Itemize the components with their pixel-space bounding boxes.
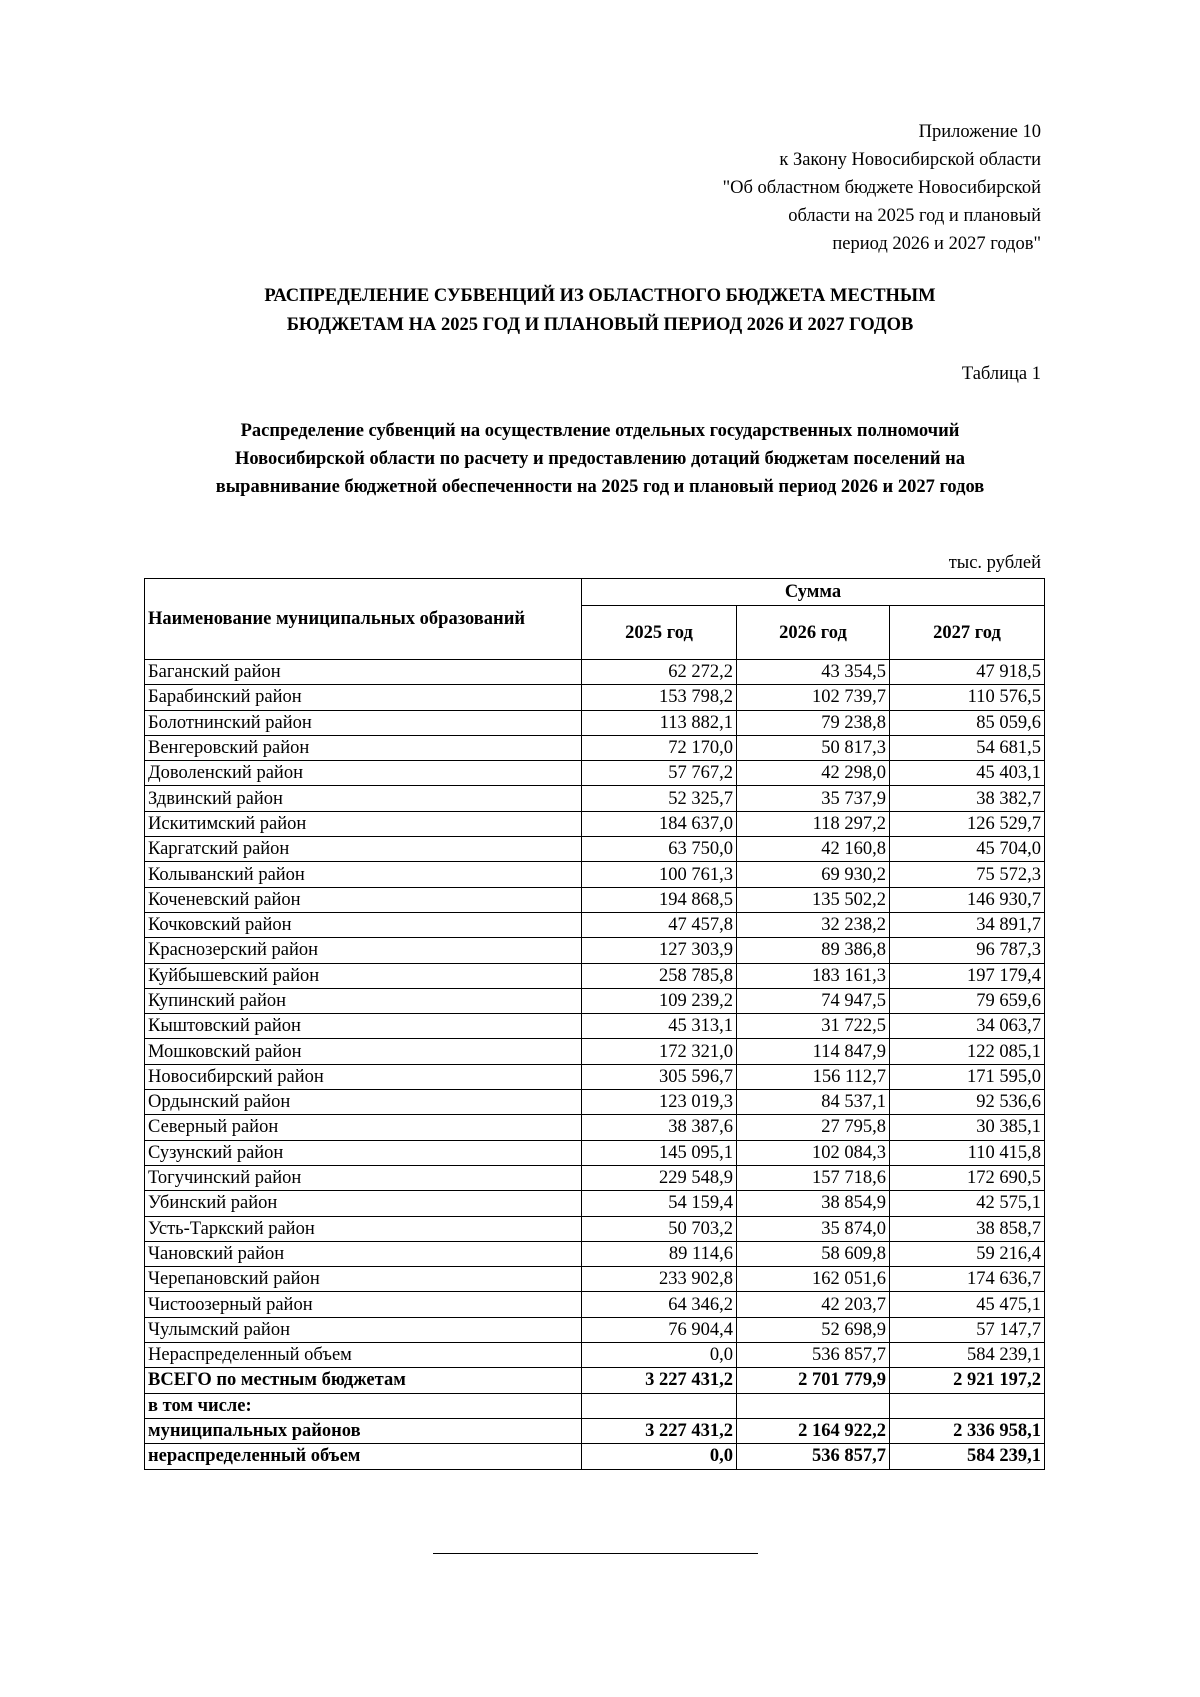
cell-amount-2025: 0,0 — [582, 1343, 737, 1368]
cell-name: Коченевский район — [145, 887, 582, 912]
cell-amount-2026: 27 795,8 — [737, 1115, 890, 1140]
cell-name: Болотнинский район — [145, 710, 582, 735]
cell-amount-2027: 38 382,7 — [890, 786, 1045, 811]
cell-name: Колыванский район — [145, 862, 582, 887]
table-row — [145, 761, 1045, 786]
cell-name: Мошковский район — [145, 1039, 582, 1064]
table-row — [145, 1216, 1045, 1241]
cell-name: Ордынский район — [145, 1090, 582, 1115]
cell-name: в том числе: — [145, 1393, 582, 1418]
cell-amount-2025: 0,0 — [582, 1444, 737, 1469]
table-row — [145, 1115, 1045, 1140]
table-row — [145, 710, 1045, 735]
cell-amount-2027: 146 930,7 — [890, 887, 1045, 912]
cell-amount-2026: 32 238,2 — [737, 912, 890, 937]
subtitle-line: выравнивание бюджетной обеспеченности на 2025 год и плановый период 2026 и 2027 годов — [215, 477, 985, 497]
cell-amount-2026: 114 847,9 — [737, 1039, 890, 1064]
table-row — [145, 1191, 1045, 1216]
cell-name: Кыштовский район — [145, 1014, 582, 1039]
cell-amount-2026: 183 161,3 — [737, 963, 890, 988]
table-subtitle — [0, 417, 1200, 501]
cell-amount-2025: 229 548,9 — [582, 1165, 737, 1190]
footer-divider — [433, 1553, 758, 1554]
table-row — [145, 988, 1045, 1013]
cell-amount-2027: 110 415,8 — [890, 1140, 1045, 1165]
table-row — [145, 811, 1045, 836]
cell-amount-2025: 258 785,8 — [582, 963, 737, 988]
cell-amount-2026: 162 051,6 — [737, 1267, 890, 1292]
cell-name: Венгеровский район — [145, 735, 582, 760]
cell-amount-2026: 157 718,6 — [737, 1165, 890, 1190]
table-row — [145, 1165, 1045, 1190]
cell-amount-2025: 3 227 431,2 — [582, 1368, 737, 1393]
cell-amount-2025: 109 239,2 — [582, 988, 737, 1013]
cell-amount-2027: 171 595,0 — [890, 1064, 1045, 1089]
cell-amount-2026: 43 354,5 — [737, 660, 890, 685]
table-row — [145, 660, 1045, 685]
appendix-reference — [723, 118, 1041, 258]
cell-amount-2026: 31 722,5 — [737, 1014, 890, 1039]
cell-amount-2026: 38 854,9 — [737, 1191, 890, 1216]
cell-name: ВСЕГО по местным бюджетам — [145, 1368, 582, 1393]
subtitle-line: Распределение субвенций на осуществление отдельных государственных полномочий — [240, 421, 960, 441]
cell-amount-2025: 54 159,4 — [582, 1191, 737, 1216]
cell-amount-2025: 113 882,1 — [582, 710, 737, 735]
cell-amount-2027: 38 858,7 — [890, 1216, 1045, 1241]
table-row — [145, 837, 1045, 862]
cell-amount-2027: 34 063,7 — [890, 1014, 1045, 1039]
cell-amount-2026: 42 203,7 — [737, 1292, 890, 1317]
cell-amount-2025: 62 272,2 — [582, 660, 737, 685]
cell-amount-2027: 172 690,5 — [890, 1165, 1045, 1190]
cell-amount-2025: 89 114,6 — [582, 1241, 737, 1266]
table-row — [145, 786, 1045, 811]
table-row — [145, 1039, 1045, 1064]
cell-name: Чистоозерный район — [145, 1292, 582, 1317]
cell-amount-2025: 52 325,7 — [582, 786, 737, 811]
cell-amount-2026: 50 817,3 — [737, 735, 890, 760]
cell-name: Северный район — [145, 1115, 582, 1140]
table-row — [145, 1292, 1045, 1317]
cell-amount-2026: 536 857,7 — [737, 1343, 890, 1368]
cell-name: Черепановский район — [145, 1267, 582, 1292]
cell-amount-2027: 47 918,5 — [890, 660, 1045, 685]
table-row — [145, 912, 1045, 937]
appendix-line: "Об областном бюджете Новосибирской — [722, 178, 1041, 198]
cell-amount-2026: 118 297,2 — [737, 811, 890, 836]
cell-name: нераспределенный объем — [145, 1444, 582, 1469]
cell-amount-2027: 584 239,1 — [890, 1444, 1045, 1469]
document-title — [0, 282, 1200, 340]
cell-name: Чановский район — [145, 1241, 582, 1266]
cell-amount-2027: 110 576,5 — [890, 685, 1045, 710]
cell-amount-2027: 174 636,7 — [890, 1267, 1045, 1292]
cell-amount-2025: 72 170,0 — [582, 735, 737, 760]
table-row — [145, 1064, 1045, 1089]
cell-amount-2025: 305 596,7 — [582, 1064, 737, 1089]
total-row — [145, 1368, 1045, 1393]
table-number: Таблица 1 — [961, 364, 1041, 384]
appendix-line: области на 2025 год и плановый — [788, 206, 1041, 226]
cell-name: Убинский район — [145, 1191, 582, 1216]
cell-amount-2025: 145 095,1 — [582, 1140, 737, 1165]
table-row — [145, 1317, 1045, 1342]
cell-amount-2025: 45 313,1 — [582, 1014, 737, 1039]
cell-amount-2027: 197 179,4 — [890, 963, 1045, 988]
cell-amount-2027: 96 787,3 — [890, 938, 1045, 963]
appendix-line: к Закону Новосибирской области — [779, 150, 1041, 170]
total-row — [145, 1418, 1045, 1443]
subventions-table — [144, 578, 1045, 1470]
table-row — [145, 938, 1045, 963]
cell-amount-2026: 135 502,2 — [737, 887, 890, 912]
cell-amount-2027: 126 529,7 — [890, 811, 1045, 836]
cell-amount-2026: 35 737,9 — [737, 786, 890, 811]
cell-name: муниципальных районов — [145, 1418, 582, 1443]
total-row — [145, 1393, 1045, 1418]
cell-name: Искитимский район — [145, 811, 582, 836]
cell-amount-2025: 172 321,0 — [582, 1039, 737, 1064]
cell-amount-2026: 52 698,9 — [737, 1317, 890, 1342]
cell-amount-2027: 85 059,6 — [890, 710, 1045, 735]
cell-name: Доволенский район — [145, 761, 582, 786]
table-row — [145, 685, 1045, 710]
cell-amount-2026: 69 930,2 — [737, 862, 890, 887]
table-row — [145, 887, 1045, 912]
cell-name: Чулымский район — [145, 1317, 582, 1342]
cell-amount-2027: 2 921 197,2 — [890, 1368, 1045, 1393]
cell-amount-2025: 233 902,8 — [582, 1267, 737, 1292]
header-year-2026: 2026 год — [737, 606, 890, 660]
cell-name: Баганский район — [145, 660, 582, 685]
header-year-2025: 2025 год — [582, 606, 737, 660]
cell-name: Тогучинский район — [145, 1165, 582, 1190]
table-row — [145, 735, 1045, 760]
title-line: БЮДЖЕТАМ НА 2025 ГОД И ПЛАНОВЫЙ ПЕРИОД 2026 И 2027 ГОДОВ — [286, 315, 914, 335]
cell-amount-2026: 102 739,7 — [737, 685, 890, 710]
cell-amount-2026: 42 298,0 — [737, 761, 890, 786]
cell-amount-2027: 45 704,0 — [890, 837, 1045, 862]
cell-amount-2027: 59 216,4 — [890, 1241, 1045, 1266]
cell-amount-2025 — [582, 1393, 737, 1418]
cell-name: Усть-Таркский район — [145, 1216, 582, 1241]
table-row — [145, 1267, 1045, 1292]
cell-amount-2027: 57 147,7 — [890, 1317, 1045, 1342]
cell-amount-2025: 194 868,5 — [582, 887, 737, 912]
cell-name: Каргатский район — [145, 837, 582, 862]
cell-amount-2027: 34 891,7 — [890, 912, 1045, 937]
cell-amount-2025: 57 767,2 — [582, 761, 737, 786]
cell-amount-2026: 58 609,8 — [737, 1241, 890, 1266]
cell-amount-2025: 50 703,2 — [582, 1216, 737, 1241]
cell-amount-2026: 2 164 922,2 — [737, 1418, 890, 1443]
cell-name: Сузунский район — [145, 1140, 582, 1165]
table-row — [145, 1090, 1045, 1115]
cell-amount-2026: 89 386,8 — [737, 938, 890, 963]
cell-name: Нераспределенный объем — [145, 1343, 582, 1368]
cell-amount-2025: 184 637,0 — [582, 811, 737, 836]
cell-amount-2027: 45 403,1 — [890, 761, 1045, 786]
cell-amount-2026: 35 874,0 — [737, 1216, 890, 1241]
cell-name: Краснозерский район — [145, 938, 582, 963]
header-year-2027: 2027 год — [890, 606, 1045, 660]
cell-amount-2026: 536 857,7 — [737, 1444, 890, 1469]
cell-amount-2025: 127 303,9 — [582, 938, 737, 963]
cell-amount-2027: 30 385,1 — [890, 1115, 1045, 1140]
cell-amount-2026: 42 160,8 — [737, 837, 890, 862]
cell-amount-2027: 79 659,6 — [890, 988, 1045, 1013]
appendix-line: период 2026 и 2027 годов" — [832, 234, 1041, 254]
cell-amount-2025: 76 904,4 — [582, 1317, 737, 1342]
units-label: тыс. рублей — [948, 553, 1041, 573]
cell-name: Барабинский район — [145, 685, 582, 710]
appendix-line: Приложение 10 — [918, 122, 1041, 142]
cell-amount-2025: 38 387,6 — [582, 1115, 737, 1140]
cell-amount-2027: 45 475,1 — [890, 1292, 1045, 1317]
cell-name: Здвинский район — [145, 786, 582, 811]
cell-amount-2026: 156 112,7 — [737, 1064, 890, 1089]
cell-amount-2026: 102 084,3 — [737, 1140, 890, 1165]
cell-amount-2025: 47 457,8 — [582, 912, 737, 937]
table-row — [145, 862, 1045, 887]
cell-amount-2027: 2 336 958,1 — [890, 1418, 1045, 1443]
title-line: РАСПРЕДЕЛЕНИЕ СУБВЕНЦИЙ ИЗ ОБЛАСТНОГО БЮДЖЕТА МЕСТНЫМ — [264, 286, 936, 306]
table-row — [145, 963, 1045, 988]
table-row — [145, 1343, 1045, 1368]
cell-amount-2025: 153 798,2 — [582, 685, 737, 710]
cell-amount-2027: 75 572,3 — [890, 862, 1045, 887]
cell-amount-2027: 584 239,1 — [890, 1343, 1045, 1368]
subtitle-line: Новосибирской области по расчету и предоставлению дотаций бюджетам поселений на — [234, 449, 966, 469]
cell-name: Кочковский район — [145, 912, 582, 937]
header-name: Наименование муниципальных образований — [145, 579, 582, 660]
cell-amount-2026: 74 947,5 — [737, 988, 890, 1013]
cell-amount-2027: 54 681,5 — [890, 735, 1045, 760]
cell-amount-2027: 42 575,1 — [890, 1191, 1045, 1216]
cell-amount-2026: 84 537,1 — [737, 1090, 890, 1115]
table-row — [145, 1014, 1045, 1039]
cell-amount-2026 — [737, 1393, 890, 1418]
header-sum: Сумма — [582, 579, 1045, 606]
cell-amount-2027: 122 085,1 — [890, 1039, 1045, 1064]
cell-amount-2025: 64 346,2 — [582, 1292, 737, 1317]
table-row — [145, 1241, 1045, 1266]
cell-amount-2026: 2 701 779,9 — [737, 1368, 890, 1393]
cell-name: Новосибирский район — [145, 1064, 582, 1089]
cell-amount-2025: 100 761,3 — [582, 862, 737, 887]
cell-amount-2027: 92 536,6 — [890, 1090, 1045, 1115]
cell-amount-2026: 79 238,8 — [737, 710, 890, 735]
cell-amount-2027 — [890, 1393, 1045, 1418]
table-row — [145, 1140, 1045, 1165]
cell-amount-2025: 123 019,3 — [582, 1090, 737, 1115]
cell-name: Купинский район — [145, 988, 582, 1013]
total-row — [145, 1444, 1045, 1469]
cell-amount-2025: 63 750,0 — [582, 837, 737, 862]
cell-name: Куйбышевский район — [145, 963, 582, 988]
cell-amount-2025: 3 227 431,2 — [582, 1418, 737, 1443]
